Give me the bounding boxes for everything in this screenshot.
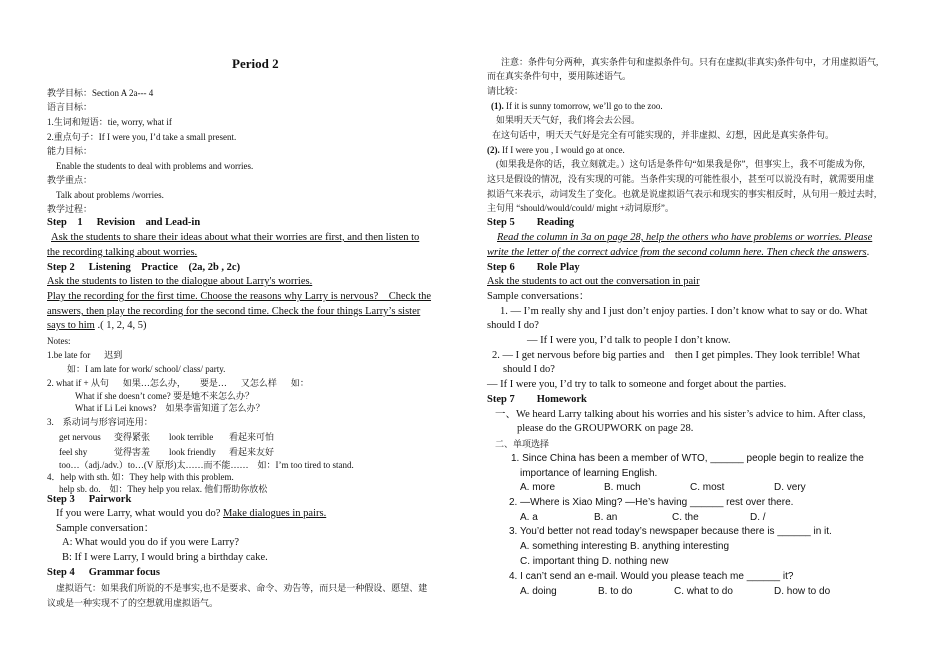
process-heading: 教学过程： bbox=[47, 204, 93, 214]
step7-line1: 一、We heard Larry talking about his worries and his sister’s advice to him. After class, bbox=[495, 409, 866, 420]
step3-line3: A: What would you do if you were Larry? bbox=[62, 537, 240, 548]
step1-line2: the recording talking about worries. bbox=[47, 247, 198, 258]
note2: 2. what if + 从句 如果…怎么办， 要是… 又怎么样 如： bbox=[47, 378, 309, 388]
question-1-cont: importance of learning English. bbox=[520, 468, 658, 479]
note1-example: 如：I am late for work/ school/ class/ party. bbox=[67, 364, 226, 374]
note4-line1: 4．help with sth. 如：They help with this problem. bbox=[47, 472, 234, 482]
step4-line2: 议或是一种实现不了的空想就用虚拟语气。 bbox=[47, 598, 219, 608]
step6-heading: Step 6 Role Play bbox=[487, 262, 580, 273]
example1: (1). If it is sunny tomorrow, we’ll go to the zoo. bbox=[491, 101, 663, 111]
step6-line5: — If I were you, I’d talk to people I don’t know. bbox=[527, 335, 731, 346]
notes-label: Notes: bbox=[47, 336, 71, 346]
note3-too-to: too…（adj./adv.）to…(V 原形)太……而不能…… 如：I’m too tired to stand. bbox=[59, 460, 354, 470]
step1-heading: Step 1 Revision and Lead-in bbox=[47, 217, 201, 228]
question-3-options-cd: C. important thing D. nothing new bbox=[520, 556, 669, 567]
page-title: Period 2 bbox=[232, 56, 279, 71]
note2-example1: What if she doesn’t come? 要是她不来怎么办？ bbox=[75, 391, 255, 401]
example1-explain: 在这句话中，明天天气好是完全有可能实现的，并非虚拟、幻想，因此是真实条件句。 bbox=[492, 130, 835, 140]
example2-explain2: 这只是假设的情况，没有实现的可能。当条件实现的可能性很小，甚至可以说没有时，就需要用虚 bbox=[487, 174, 875, 184]
question-3: 3. You’d better not read today’s newspaper because there is ______ in it. bbox=[509, 526, 832, 537]
question-2-options: A. a B. an C. the D. / bbox=[520, 512, 766, 523]
step5-line2: write the letter of the correct advice from the second column here. Then check the answers. bbox=[487, 247, 870, 258]
question-2: 2. —Where is Xiao Ming? —He’s having ______ rest over there. bbox=[509, 497, 794, 508]
example2: (2). If I were you , I would go at once. bbox=[487, 145, 625, 155]
step7-line2: please do the GROUPWORK on page 28. bbox=[517, 423, 694, 434]
note1: 1.be late for 迟到 bbox=[47, 350, 123, 360]
step2-line2: Play the recording for the first time. Choose the reasons why Larry is nervous? Check the bbox=[47, 291, 432, 302]
step6-line8: — If I were you, I’d try to talk to someone and forget about the parties. bbox=[487, 379, 787, 390]
ability-text: Enable the students to deal with problems and worries. bbox=[56, 161, 254, 171]
step3-heading: Step 3 Pairwork bbox=[47, 494, 132, 505]
step2-heading: Step 2 Listening Practice (2a, 2b , 2c) bbox=[47, 262, 241, 273]
note3-row1: get nervous 变得紧张 look terrible 看起来可怕 bbox=[59, 432, 275, 442]
step6-line2: Sample conversations： bbox=[487, 291, 590, 302]
step1-line1: Ask the students to share their ideas about what their worries are first, and then listen to bbox=[51, 232, 420, 243]
step6-line1: Ask the students to act out the conversation in pair bbox=[487, 276, 700, 287]
step7-line3: 二、单项选择 bbox=[495, 439, 550, 449]
example2-explain4: 主句用 “should/would/could/ might +动词原形”。 bbox=[487, 203, 674, 213]
note3-row2: feel shy 觉得害羞 look friendly 看起来友好 bbox=[59, 447, 275, 457]
step3-line2: Sample conversation： bbox=[56, 523, 155, 534]
vocab-line: 1.生词和短语：tie, worry, what if bbox=[47, 117, 172, 127]
note4-line2: help sb. do. 如：They help you relax. 他们帮助你放松 bbox=[59, 484, 268, 494]
step3-line1: If you were Larry, what would you do? Make dialogues in pairs. bbox=[56, 508, 327, 519]
example2-explain1: (如果我是你的话，我立刻就走。）这句话是条件句“如果我是你”，但事实上，我不可能成为你, bbox=[496, 159, 865, 169]
grammar-note2: 而在真实条件句中，要用陈述语气。 bbox=[487, 71, 632, 81]
focus-heading: 教学重点： bbox=[47, 175, 93, 185]
step4-heading: Step 4 Grammar focus bbox=[47, 567, 160, 578]
step6-line4: should I do? bbox=[487, 320, 539, 331]
step5-line1: Read the column in 3a on page 28, help the others who have problems or worries. Please bbox=[497, 232, 873, 243]
step2-line1: Ask the students to listen to the dialogue about Larry's worries. bbox=[47, 276, 313, 287]
step6-line7: should I do? bbox=[503, 364, 555, 375]
key-sentence-line: 2.重点句子：If I were you, I’d take a small present. bbox=[47, 132, 237, 142]
ability-goals: 能力目标： bbox=[47, 146, 93, 156]
step7-heading: Step 7 Homework bbox=[487, 394, 587, 405]
focus-text: Talk about problems /worries. bbox=[56, 190, 164, 200]
step4-line1: 虚拟语气：如果我们所说的不是事实,也不是要求、命令、劝告等，而只是一种假设、愿望、建 bbox=[56, 583, 428, 593]
question-4: 4. I can’t send an e-mail. Would you please teach me ______ it? bbox=[509, 571, 794, 582]
example1-cn: 如果明天天气好，我们将会去公园。 bbox=[496, 115, 641, 125]
step6-line6: 2. — I get nervous before big parties and then I get pimples. They look terrible! What bbox=[492, 350, 860, 361]
note3: 3. 系动词与形容词连用： bbox=[47, 417, 153, 427]
note2-example2: What if Li Lei knows? 如果李雷知道了怎么办？ bbox=[75, 403, 265, 413]
step2-line4: says to him .( 1, 2, 4, 5) bbox=[47, 320, 147, 331]
compare-label: 请比较： bbox=[487, 86, 524, 96]
example2-explain3: 拟语气来表示，动词发生了变化。也就是说虚拟语气表示和现实的事实相反时，从句用一般过去时, bbox=[487, 189, 877, 199]
grammar-note1: 注意：条件句分两种，真实条件句和虚拟条件句。只有在虚拟(非真实)条件句中，才用虚拟语气, bbox=[501, 57, 879, 67]
question-4-options: A. doing B. to do C. what to do D. how to do bbox=[520, 586, 831, 597]
question-1-options: A. more B. much C. most D. very bbox=[520, 482, 806, 493]
objectives-line: 教学目标：Section A 2a--- 4 bbox=[47, 88, 154, 98]
step5-heading: Step 5 Reading bbox=[487, 217, 575, 228]
step2-line3: answers, then play the recording for the second time. Check the four things Larry’s sister bbox=[47, 306, 421, 317]
question-1: 1. Since China has been a member of WTO, ______ people begin to realize the bbox=[511, 453, 864, 464]
question-3-options-ab: A. something interesting B. anything interesting bbox=[520, 541, 730, 552]
step3-line4: B: If I were Larry, I would bring a birthday cake. bbox=[62, 552, 268, 563]
language-goals: 语言目标： bbox=[47, 102, 93, 112]
step6-line3: 1. — I’m really shy and I just don’t enjoy parties. I don’t know what to say or do. What bbox=[500, 306, 868, 317]
